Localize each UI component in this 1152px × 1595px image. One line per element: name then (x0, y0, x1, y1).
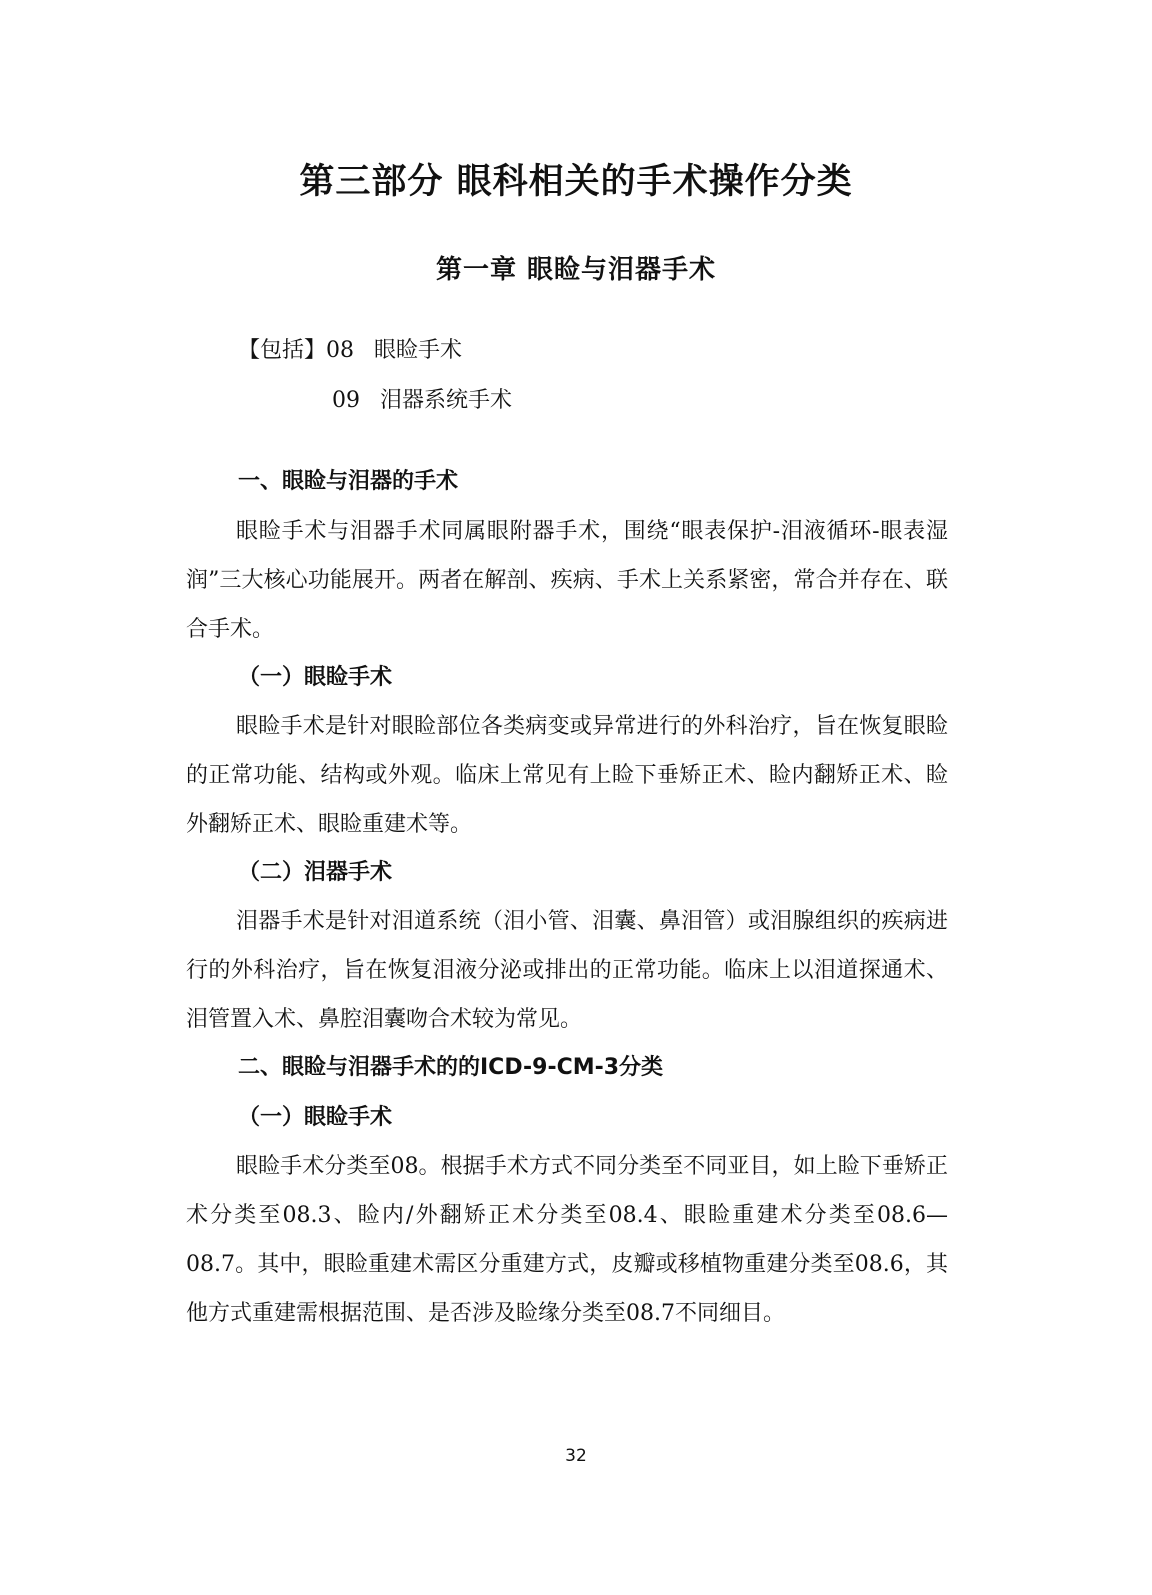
section-heading-2: 二、眼睑与泪器手术的的ICD-9-CM-3分类 (238, 1055, 664, 1080)
includes-name: 眼睑手术 (374, 338, 463, 363)
section2-subheading-eyelid: （一）眼睑手术 (238, 1104, 393, 1130)
includes-code: 08 (326, 338, 355, 363)
section1-subheading-eyelid: （一）眼睑手术 (238, 664, 393, 690)
section-heading-1: 一、眼睑与泪器的手术 (238, 469, 459, 494)
eyelid-surgery-paragraph: 眼睑手术是针对眼睑部位各类病变或异常进行的外科治疗，旨在恢复眼睑的正常功能、结构或外观。临床上常见有上睑下垂矫正术、睑内翻矫正术、睑外翻矫正术、眼睑重建术等。 (186, 714, 948, 837)
part-title: 第三部分 眼科相关的手术操作分类 (299, 162, 853, 202)
page-number: 32 (565, 1446, 587, 1466)
chapter-title: 第一章 眼睑与泪器手术 (435, 255, 717, 285)
section1-intro-paragraph: 眼睑手术与泪器手术同属眼附器手术，围绕“眼表保护-泪液循环-眼表湿润”三大核心功能展开。两者在解剖、疾病、手术上关系紧密，常合并存在、联合手术。 (186, 519, 948, 642)
icd-eyelid-paragraph: 眼睑手术分类至08。根据手术方式不同分类至不同亚目，如上睑下垂矫正术分类至08.3、睑内/外翻矫正术分类至08.4、眼睑重建术分类至08.6—08.7。其中，眼睑重建术需区分重建方式，皮瓣或移植物重建分类至08.6，其他方式重建需根据范围、是否涉及睑缘分类至08.7不同细目。 (186, 1154, 948, 1326)
includes-line-2 (332, 384, 512, 418)
includes-line-1 (238, 334, 462, 368)
includes-name: 泪器系统手术 (380, 388, 513, 413)
section1-subheading-lacrimal: （二）泪器手术 (238, 859, 393, 885)
lacrimal-surgery-paragraph: 泪器手术是针对泪道系统（泪小管、泪囊、鼻泪管）或泪腺组织的疾病进行的外科治疗，旨在恢复泪液分泌或排出的正常功能。临床上以泪道探通术、泪管置入术、鼻腔泪囊吻合术较为常见。 (186, 909, 948, 1032)
includes-code: 09 (332, 388, 360, 413)
includes-label: 【包括】 (238, 338, 327, 363)
